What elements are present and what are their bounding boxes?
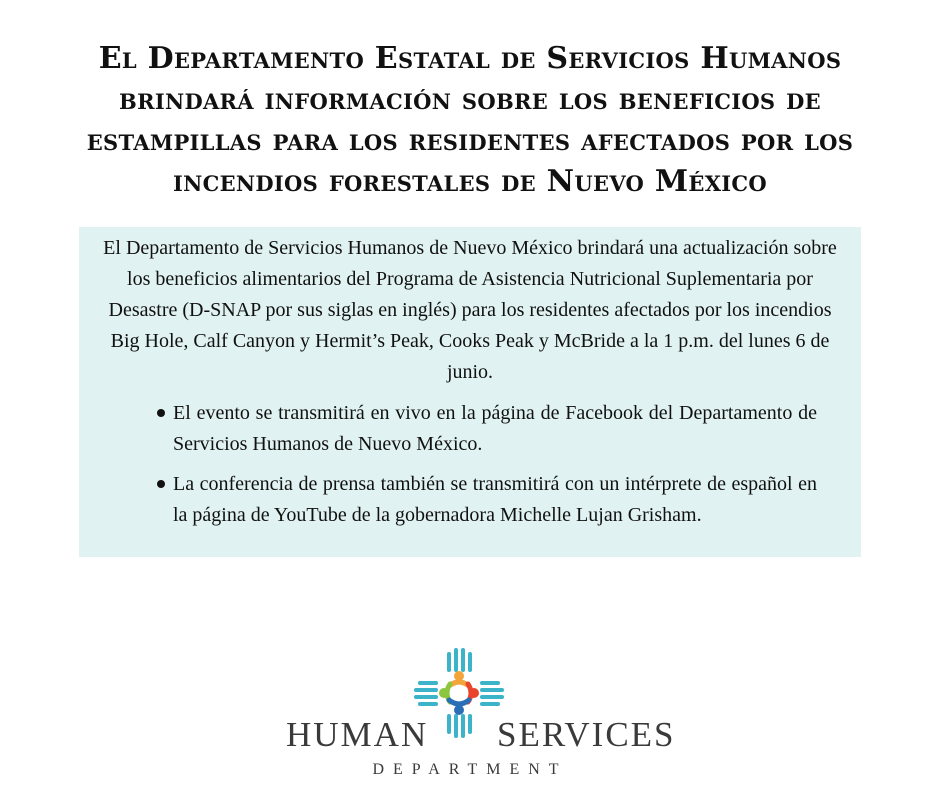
logo-word-human: HUMAN — [286, 715, 429, 754]
announcement-box — [79, 227, 861, 557]
bullet-text: La conferencia de prensa también se transmitirá con un intérprete de español en la página de YouTube de la gobernadora Michelle Lujan Grisham. — [173, 473, 817, 526]
intro-paragraph: El Departamento de Servicios Humanos de Nuevo México brindará una actualización sobre los beneficios alimentarios del Programa de Asistencia Nutricional Suplementaria por Desastre (D-SNAP por sus siglas en inglés) para los residentes afectados por los incendios Big Hole, Calf Canyon y Hermit’s Peak, Cooks Peak y McBride a la 1 p.m. del lunes 6 de junio. — [103, 237, 837, 383]
bullet-dot-icon — [157, 480, 165, 488]
bullet-list — [93, 398, 847, 531]
bullet-item — [93, 469, 847, 531]
bullet-text: El evento se transmitirá en vivo en la página de Facebook del Departamento de Servicios Humanos de Nuevo México. — [173, 402, 817, 455]
page-title: El Departamento Estatal de Servicios Humanos brindará información sobre los beneficios de estampillas para los residentes afectados por los incendios forestales de Nuevo México — [86, 41, 854, 199]
bullet-dot-icon — [157, 409, 165, 417]
logo-subtitle: DEPARTMENT — [372, 761, 568, 778]
bullet-item — [93, 398, 847, 460]
logo-word-services: SERVICES — [497, 715, 676, 754]
